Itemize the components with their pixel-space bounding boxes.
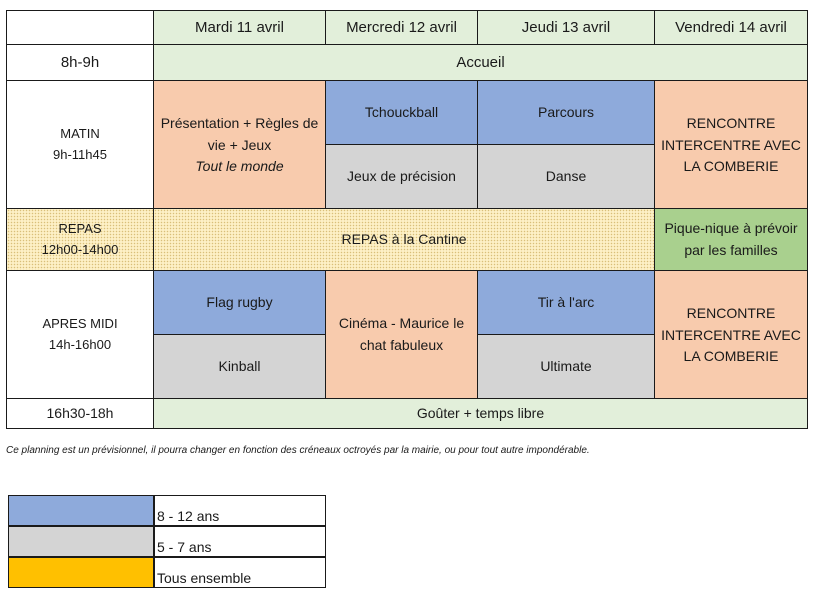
time-gouter: 16h30-18h <box>6 398 154 429</box>
activity-matin-mercredi-8-12: Tchouckball <box>325 80 478 145</box>
activity-aprem-mardi-8-12: Flag rugby <box>153 270 326 335</box>
legend-label: 5 - 7 ans <box>154 526 326 557</box>
legend-item-8-12 <box>8 495 326 526</box>
activity-aprem-mardi-5-7: Kinball <box>153 334 326 399</box>
slot-apres-midi-time: 14h-16h00 <box>48 336 112 352</box>
day-header-mercredi: Mercredi 12 avril <box>325 10 478 45</box>
activity-repas-vendredi: Pique-nique à prévoir par les familles <box>654 208 808 271</box>
activity-aprem-jeudi-8-12: Tir à l'arc <box>477 270 655 335</box>
slot-apres-midi <box>6 270 154 399</box>
legend-label: Tous ensemble <box>154 557 326 588</box>
activity-aprem-vendredi: RENCONTRE INTERCENTRE AVEC LA COMBERIE <box>654 270 808 399</box>
activity-aprem-mercredi: Cinéma - Maurice le chat fabuleux <box>325 270 478 399</box>
legend-swatch-orange <box>8 557 154 588</box>
legend-label: 8 - 12 ans <box>154 495 326 526</box>
day-header-vendredi: Vendredi 14 avril <box>654 10 808 45</box>
legend-swatch-blue <box>8 495 154 526</box>
activity-matin-vendredi: RENCONTRE INTERCENTRE AVEC LA COMBERIE <box>654 80 808 209</box>
slot-repas <box>6 208 154 271</box>
activity-matin-mardi: Présentation + Règles de vie + Jeux Tout le monde <box>153 80 326 209</box>
activity-gouter: Goûter + temps libre <box>153 398 808 429</box>
day-header-jeudi: Jeudi 13 avril <box>477 10 655 45</box>
activity-repas: REPAS à la Cantine <box>153 208 655 271</box>
day-header-mardi: Mardi 11 avril <box>153 10 326 45</box>
activity-aprem-jeudi-5-7: Ultimate <box>477 334 655 399</box>
corner-cell <box>6 10 154 45</box>
slot-matin-label: MATIN <box>60 125 100 141</box>
slot-repas-label: REPAS <box>58 220 102 236</box>
legend-swatch-gray <box>8 526 154 557</box>
planning-note: Ce planning est un prévisionnel, il pourra changer en fonction des créneaux octroyés par la mairie, ou pour tout autre impondérable. <box>6 445 590 456</box>
slot-repas-time: 12h00-14h00 <box>41 241 119 257</box>
activity-accueil: Accueil <box>153 44 808 81</box>
legend-item-5-7 <box>8 526 326 557</box>
activity-matin-jeudi-5-7: Danse <box>477 144 655 209</box>
activity-matin-mercredi-5-7: Jeux de précision <box>325 144 478 209</box>
slot-matin-time: 9h-11h45 <box>53 146 107 162</box>
time-accueil: 8h-9h <box>6 44 154 81</box>
slot-apres-midi-label: APRES MIDI <box>42 315 118 331</box>
legend-item-tous <box>8 557 326 588</box>
slot-matin <box>6 80 154 209</box>
activity-matin-jeudi-8-12: Parcours <box>477 80 655 145</box>
